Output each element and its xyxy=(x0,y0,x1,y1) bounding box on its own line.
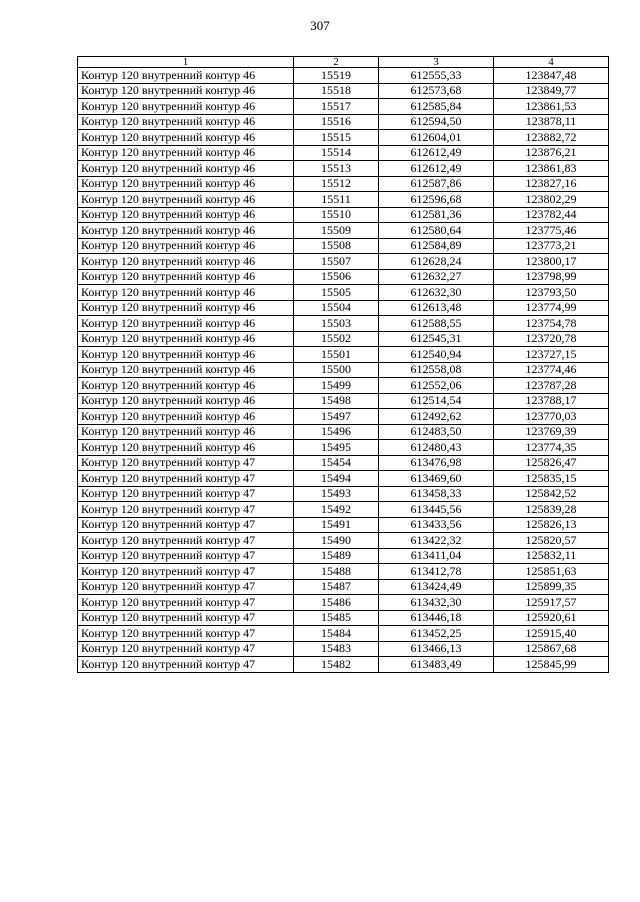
point-number-cell: 15488 xyxy=(294,564,379,580)
table-row xyxy=(78,145,609,161)
contour-name-cell: Контур 120 внутренний контур 47 xyxy=(78,564,294,580)
point-number-cell: 15508 xyxy=(294,238,379,254)
contour-name-cell: Контур 120 внутренний контур 47 xyxy=(78,517,294,533)
contour-name-cell: Контур 120 внутренний контур 46 xyxy=(78,130,294,146)
y-coordinate-cell: 123788,17 xyxy=(494,393,609,409)
y-coordinate-cell: 125917,57 xyxy=(494,595,609,611)
x-coordinate-cell: 612596,68 xyxy=(379,192,494,208)
y-coordinate-cell: 123770,03 xyxy=(494,409,609,425)
contour-name-cell: Контур 120 внутренний контур 46 xyxy=(78,347,294,363)
x-coordinate-cell: 612587,86 xyxy=(379,176,494,192)
table-row xyxy=(78,300,609,316)
column-header-3: 3 xyxy=(379,57,494,68)
contour-name-cell: Контур 120 внутренний контур 46 xyxy=(78,362,294,378)
table-row xyxy=(78,626,609,642)
y-coordinate-cell: 125867,68 xyxy=(494,641,609,657)
table-row xyxy=(78,455,609,471)
contour-name-cell: Контур 120 внутренний контур 47 xyxy=(78,455,294,471)
y-coordinate-cell: 123800,17 xyxy=(494,254,609,270)
y-coordinate-cell: 123876,21 xyxy=(494,145,609,161)
x-coordinate-cell: 612540,94 xyxy=(379,347,494,363)
table-row xyxy=(78,285,609,301)
y-coordinate-cell: 123847,48 xyxy=(494,68,609,84)
table-row xyxy=(78,641,609,657)
x-coordinate-cell: 613452,25 xyxy=(379,626,494,642)
y-coordinate-cell: 123769,39 xyxy=(494,424,609,440)
point-number-cell: 15497 xyxy=(294,409,379,425)
contour-name-cell: Контур 120 внутренний контур 46 xyxy=(78,99,294,115)
table-row xyxy=(78,161,609,177)
table-row xyxy=(78,130,609,146)
y-coordinate-cell: 125835,15 xyxy=(494,471,609,487)
contour-name-cell: Контур 120 внутренний контур 47 xyxy=(78,641,294,657)
point-number-cell: 15483 xyxy=(294,641,379,657)
table-row xyxy=(78,362,609,378)
table-row xyxy=(78,424,609,440)
x-coordinate-cell: 613445,56 xyxy=(379,502,494,518)
y-coordinate-cell: 125845,99 xyxy=(494,657,609,673)
x-coordinate-cell: 612580,64 xyxy=(379,223,494,239)
table-header-row xyxy=(78,57,609,68)
table-row xyxy=(78,502,609,518)
point-number-cell: 15504 xyxy=(294,300,379,316)
contour-name-cell: Контур 120 внутренний контур 46 xyxy=(78,192,294,208)
x-coordinate-cell: 612594,50 xyxy=(379,114,494,130)
x-coordinate-cell: 612612,49 xyxy=(379,145,494,161)
x-coordinate-cell: 612483,50 xyxy=(379,424,494,440)
y-coordinate-cell: 123774,46 xyxy=(494,362,609,378)
table-row xyxy=(78,393,609,409)
contour-name-cell: Контур 120 внутренний контур 47 xyxy=(78,533,294,549)
x-coordinate-cell: 612552,06 xyxy=(379,378,494,394)
y-coordinate-cell: 123754,78 xyxy=(494,316,609,332)
y-coordinate-cell: 123775,46 xyxy=(494,223,609,239)
point-number-cell: 15501 xyxy=(294,347,379,363)
contour-name-cell: Контур 120 внутренний контур 46 xyxy=(78,316,294,332)
contour-name-cell: Контур 120 внутренний контур 46 xyxy=(78,254,294,270)
coordinates-table xyxy=(77,56,609,673)
y-coordinate-cell: 123793,50 xyxy=(494,285,609,301)
x-coordinate-cell: 612584,89 xyxy=(379,238,494,254)
y-coordinate-cell: 123882,72 xyxy=(494,130,609,146)
y-coordinate-cell: 123774,35 xyxy=(494,440,609,456)
y-coordinate-cell: 123861,53 xyxy=(494,99,609,115)
table-row xyxy=(78,657,609,673)
x-coordinate-cell: 613424,49 xyxy=(379,579,494,595)
y-coordinate-cell: 123720,78 xyxy=(494,331,609,347)
contour-name-cell: Контур 120 внутренний контур 46 xyxy=(78,393,294,409)
table-row xyxy=(78,83,609,99)
y-coordinate-cell: 123798,99 xyxy=(494,269,609,285)
y-coordinate-cell: 125826,13 xyxy=(494,517,609,533)
y-coordinate-cell: 125826,47 xyxy=(494,455,609,471)
point-number-cell: 15510 xyxy=(294,207,379,223)
y-coordinate-cell: 125832,11 xyxy=(494,548,609,564)
contour-name-cell: Контур 120 внутренний контур 46 xyxy=(78,114,294,130)
x-coordinate-cell: 612585,84 xyxy=(379,99,494,115)
y-coordinate-cell: 123861,83 xyxy=(494,161,609,177)
point-number-cell: 15485 xyxy=(294,610,379,626)
contour-name-cell: Контур 120 внутренний контур 47 xyxy=(78,657,294,673)
contour-name-cell: Контур 120 внутренний контур 46 xyxy=(78,300,294,316)
y-coordinate-cell: 123787,28 xyxy=(494,378,609,394)
point-number-cell: 15493 xyxy=(294,486,379,502)
table-row xyxy=(78,316,609,332)
column-header-4: 4 xyxy=(494,57,609,68)
contour-name-cell: Контур 120 внутренний контур 46 xyxy=(78,409,294,425)
point-number-cell: 15495 xyxy=(294,440,379,456)
y-coordinate-cell: 123802,29 xyxy=(494,192,609,208)
x-coordinate-cell: 612573,68 xyxy=(379,83,494,99)
table-row xyxy=(78,564,609,580)
point-number-cell: 15454 xyxy=(294,455,379,471)
contour-name-cell: Контур 120 внутренний контур 46 xyxy=(78,68,294,84)
table-row xyxy=(78,238,609,254)
table-row xyxy=(78,579,609,595)
table-row xyxy=(78,486,609,502)
x-coordinate-cell: 613446,18 xyxy=(379,610,494,626)
table-row xyxy=(78,517,609,533)
column-header-1: 1 xyxy=(78,57,294,68)
point-number-cell: 15513 xyxy=(294,161,379,177)
x-coordinate-cell: 613412,78 xyxy=(379,564,494,580)
x-coordinate-cell: 613411,04 xyxy=(379,548,494,564)
x-coordinate-cell: 612632,30 xyxy=(379,285,494,301)
point-number-cell: 15490 xyxy=(294,533,379,549)
y-coordinate-cell: 125920,61 xyxy=(494,610,609,626)
point-number-cell: 15509 xyxy=(294,223,379,239)
point-number-cell: 15499 xyxy=(294,378,379,394)
contour-name-cell: Контур 120 внутренний контур 46 xyxy=(78,285,294,301)
contour-name-cell: Контур 120 внутренний контур 46 xyxy=(78,424,294,440)
point-number-cell: 15507 xyxy=(294,254,379,270)
y-coordinate-cell: 123773,21 xyxy=(494,238,609,254)
column-header-2: 2 xyxy=(294,57,379,68)
point-number-cell: 15511 xyxy=(294,192,379,208)
point-number-cell: 15517 xyxy=(294,99,379,115)
y-coordinate-cell: 125899,35 xyxy=(494,579,609,595)
x-coordinate-cell: 613469,60 xyxy=(379,471,494,487)
table-row xyxy=(78,610,609,626)
point-number-cell: 15482 xyxy=(294,657,379,673)
point-number-cell: 15492 xyxy=(294,502,379,518)
table-row xyxy=(78,378,609,394)
table-row xyxy=(78,440,609,456)
x-coordinate-cell: 612581,36 xyxy=(379,207,494,223)
contour-name-cell: Контур 120 внутренний контур 46 xyxy=(78,238,294,254)
table-row xyxy=(78,409,609,425)
y-coordinate-cell: 123782,44 xyxy=(494,207,609,223)
x-coordinate-cell: 612612,49 xyxy=(379,161,494,177)
x-coordinate-cell: 613476,98 xyxy=(379,455,494,471)
table-row xyxy=(78,595,609,611)
contour-name-cell: Контур 120 внутренний контур 46 xyxy=(78,176,294,192)
point-number-cell: 15494 xyxy=(294,471,379,487)
y-coordinate-cell: 125915,40 xyxy=(494,626,609,642)
contour-name-cell: Контур 120 внутренний контур 46 xyxy=(78,145,294,161)
point-number-cell: 15505 xyxy=(294,285,379,301)
x-coordinate-cell: 612588,55 xyxy=(379,316,494,332)
x-coordinate-cell: 612628,24 xyxy=(379,254,494,270)
point-number-cell: 15503 xyxy=(294,316,379,332)
contour-name-cell: Контур 120 внутренний контур 46 xyxy=(78,331,294,347)
point-number-cell: 15516 xyxy=(294,114,379,130)
contour-name-cell: Контур 120 внутренний контур 47 xyxy=(78,486,294,502)
table-row xyxy=(78,254,609,270)
table-row xyxy=(78,68,609,84)
point-number-cell: 15500 xyxy=(294,362,379,378)
point-number-cell: 15491 xyxy=(294,517,379,533)
table-row xyxy=(78,192,609,208)
point-number-cell: 15486 xyxy=(294,595,379,611)
y-coordinate-cell: 125820,57 xyxy=(494,533,609,549)
contour-name-cell: Контур 120 внутренний контур 47 xyxy=(78,579,294,595)
table-row xyxy=(78,223,609,239)
contour-name-cell: Контур 120 внутренний контур 47 xyxy=(78,548,294,564)
x-coordinate-cell: 612632,27 xyxy=(379,269,494,285)
x-coordinate-cell: 612514,54 xyxy=(379,393,494,409)
contour-name-cell: Контур 120 внутренний контур 47 xyxy=(78,595,294,611)
contour-name-cell: Контур 120 внутренний контур 47 xyxy=(78,502,294,518)
point-number-cell: 15515 xyxy=(294,130,379,146)
x-coordinate-cell: 613422,32 xyxy=(379,533,494,549)
contour-name-cell: Контур 120 внутренний контур 46 xyxy=(78,83,294,99)
contour-name-cell: Контур 120 внутренний контур 46 xyxy=(78,223,294,239)
table-body xyxy=(78,68,609,673)
contour-name-cell: Контур 120 внутренний контур 47 xyxy=(78,610,294,626)
table-row xyxy=(78,176,609,192)
table-row xyxy=(78,114,609,130)
point-number-cell: 15498 xyxy=(294,393,379,409)
table-row xyxy=(78,548,609,564)
contour-name-cell: Контур 120 внутренний контур 46 xyxy=(78,269,294,285)
table-row xyxy=(78,533,609,549)
y-coordinate-cell: 123774,99 xyxy=(494,300,609,316)
x-coordinate-cell: 613458,33 xyxy=(379,486,494,502)
x-coordinate-cell: 612480,43 xyxy=(379,440,494,456)
x-coordinate-cell: 612558,08 xyxy=(379,362,494,378)
table-row xyxy=(78,347,609,363)
point-number-cell: 15489 xyxy=(294,548,379,564)
point-number-cell: 15484 xyxy=(294,626,379,642)
point-number-cell: 15502 xyxy=(294,331,379,347)
x-coordinate-cell: 612604,01 xyxy=(379,130,494,146)
contour-name-cell: Контур 120 внутренний контур 46 xyxy=(78,440,294,456)
y-coordinate-cell: 123827,16 xyxy=(494,176,609,192)
point-number-cell: 15512 xyxy=(294,176,379,192)
x-coordinate-cell: 613433,56 xyxy=(379,517,494,533)
y-coordinate-cell: 123849,77 xyxy=(494,83,609,99)
y-coordinate-cell: 125851,63 xyxy=(494,564,609,580)
contour-name-cell: Контур 120 внутренний контур 47 xyxy=(78,626,294,642)
contour-name-cell: Контур 120 внутренний контур 46 xyxy=(78,161,294,177)
page-number: 307 xyxy=(310,18,330,33)
x-coordinate-cell: 613483,49 xyxy=(379,657,494,673)
table-row xyxy=(78,471,609,487)
x-coordinate-cell: 612545,31 xyxy=(379,331,494,347)
contour-name-cell: Контур 120 внутренний контур 46 xyxy=(78,378,294,394)
x-coordinate-cell: 613432,30 xyxy=(379,595,494,611)
x-coordinate-cell: 612555,33 xyxy=(379,68,494,84)
y-coordinate-cell: 123878,11 xyxy=(494,114,609,130)
x-coordinate-cell: 612492,62 xyxy=(379,409,494,425)
point-number-cell: 15487 xyxy=(294,579,379,595)
y-coordinate-cell: 123727,15 xyxy=(494,347,609,363)
y-coordinate-cell: 125842,52 xyxy=(494,486,609,502)
point-number-cell: 15496 xyxy=(294,424,379,440)
point-number-cell: 15506 xyxy=(294,269,379,285)
x-coordinate-cell: 612613,48 xyxy=(379,300,494,316)
table-row xyxy=(78,99,609,115)
x-coordinate-cell: 613466,13 xyxy=(379,641,494,657)
table-row xyxy=(78,331,609,347)
point-number-cell: 15519 xyxy=(294,68,379,84)
point-number-cell: 15518 xyxy=(294,83,379,99)
table-row xyxy=(78,269,609,285)
contour-name-cell: Контур 120 внутренний контур 47 xyxy=(78,471,294,487)
contour-name-cell: Контур 120 внутренний контур 46 xyxy=(78,207,294,223)
point-number-cell: 15514 xyxy=(294,145,379,161)
table-row xyxy=(78,207,609,223)
y-coordinate-cell: 125839,28 xyxy=(494,502,609,518)
